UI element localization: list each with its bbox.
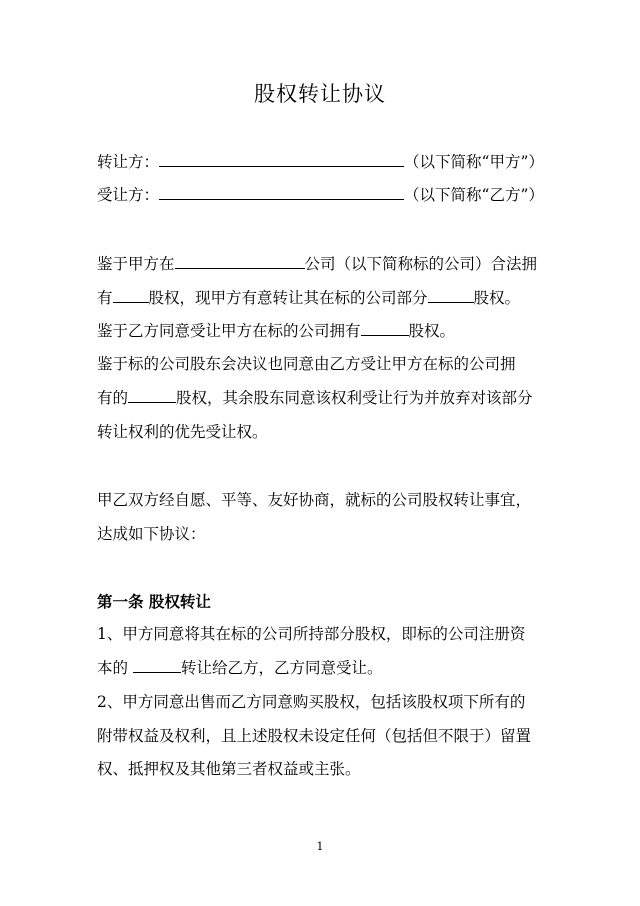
article-text: 转让给乙方，乙方同意受让。 [180, 659, 383, 677]
page-number: 1 [316, 840, 324, 853]
recital-line-5 [97, 386, 557, 410]
transferor-label: 转让方： [97, 153, 160, 171]
agreement-text: 达成如下协议： [97, 525, 206, 543]
recital-text: 有的 [97, 389, 129, 407]
recital-text: 鉴于标的公司股东会决议也同意由乙方受让甲方在标的公司拥 [97, 355, 516, 373]
article-text: 1、甲方同意将其在标的公司所持部分股权，即标的公司注册资 [97, 625, 526, 643]
recital-line-4 [97, 352, 557, 376]
transferor-line [97, 150, 557, 174]
recital-line-1 [97, 252, 557, 276]
transferee-suffix: （以下简称“乙方”） [404, 186, 544, 204]
recital-text: 有 [97, 289, 113, 307]
article-1-p2-line-1 [97, 690, 557, 714]
article-text: 权、抵押权及其他第三者权益或主张。 [97, 760, 361, 778]
agreement-line-2 [97, 522, 557, 546]
article-1-heading: 第一条 股权转让 [97, 593, 211, 611]
document-title: 股权转让协议 [254, 82, 386, 106]
equity-transfer-blank[interactable] [428, 287, 474, 303]
transferor-blank[interactable] [159, 151, 404, 167]
recital-text: 股权，其余股东同意该权利受让行为并放弃对该部分 [176, 389, 533, 407]
article-1-p1-line-1 [97, 622, 557, 646]
article-text: 本的 [97, 659, 133, 677]
recital-line-2 [97, 286, 557, 310]
article-text: 附带权益及权利，且上述股权未设定任何（包括但不限于）留置 [97, 727, 532, 745]
article-1-p2-line-3 [97, 757, 557, 781]
transferor-suffix: （以下简称“甲方”） [404, 153, 544, 171]
recital-text: 转让权利的优先受让权。 [97, 423, 268, 441]
equity-resolution-blank[interactable] [128, 387, 176, 403]
article-1-p2-line-2 [97, 724, 557, 748]
company-name-blank[interactable] [175, 253, 305, 269]
recital-line-3 [97, 319, 557, 343]
recital-text: 股权。 [408, 322, 456, 340]
recital-text: 股权。 [473, 289, 521, 307]
recital-line-6 [97, 420, 557, 444]
article-text: 2、甲方同意出售而乙方同意购买股权，包括该股权项下所有的 [97, 693, 526, 711]
recital-text: 鉴于甲方在 [97, 255, 175, 273]
agreement-text: 甲乙双方经自愿、平等、友好协商，就标的公司股权转让事宜， [97, 491, 532, 509]
agreement-line-1 [97, 488, 557, 512]
equity-accept-blank[interactable] [361, 320, 409, 336]
transferee-label: 受让方： [97, 186, 160, 204]
equity-held-blank[interactable] [113, 287, 149, 303]
recital-text: 公司（以下简称标的公司）合法拥 [304, 255, 538, 273]
transferee-blank[interactable] [159, 184, 404, 200]
recital-text: 鉴于乙方同意受让甲方在标的公司拥有 [97, 322, 361, 340]
article-1-p1-line-2 [97, 656, 557, 680]
recital-text: 股权，现甲方有意转让其在标的公司部分 [148, 289, 428, 307]
registered-capital-blank[interactable] [133, 657, 181, 673]
transferee-line [97, 183, 557, 207]
